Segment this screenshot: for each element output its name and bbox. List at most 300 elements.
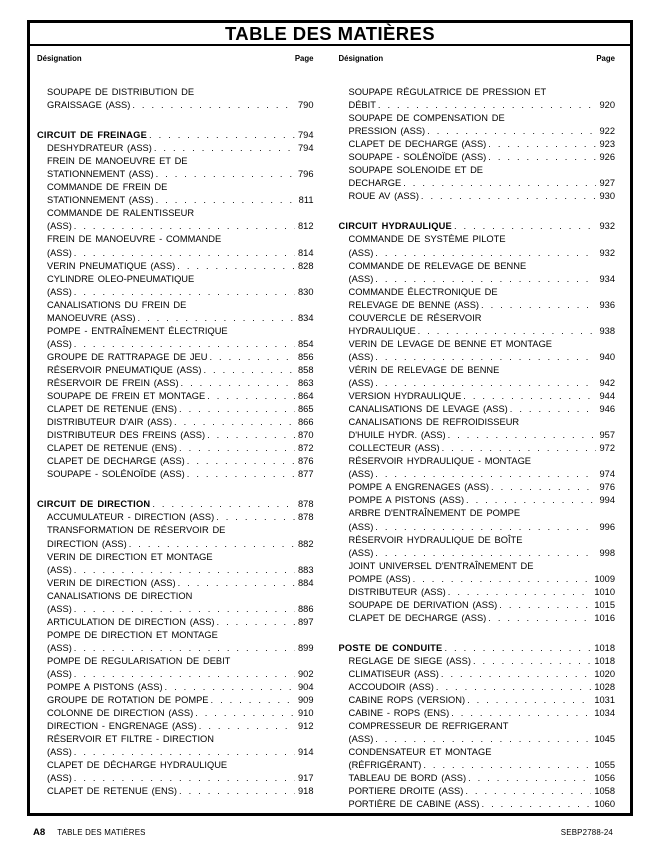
toc-entry-row	[339, 507, 616, 533]
dot-leader	[74, 286, 295, 299]
toc-entry-row	[37, 377, 314, 390]
toc-entry-label: REGLAGE DE SIEGE (ASS)	[348, 655, 471, 666]
dot-leader	[216, 511, 295, 524]
column-header-right	[339, 54, 616, 64]
page-number: 940	[599, 351, 615, 362]
toc-entry-label: CLAPET DE DECHARGE (ASS)	[348, 612, 487, 623]
page-number: 927	[599, 178, 615, 189]
page-number: 942	[599, 377, 615, 388]
toc-entry-row	[339, 746, 616, 772]
dot-leader	[467, 694, 591, 707]
toc-entry-label: DISTRIBUTEUR DES FREINS (ASS)	[47, 430, 206, 441]
dot-leader	[74, 642, 295, 655]
dot-leader	[203, 364, 295, 377]
page-number: 872	[297, 443, 314, 454]
designation-header: Désignation	[338, 54, 384, 63]
toc-entry-label: CLAPET DE RETENUE (ENS)	[47, 786, 177, 797]
toc-entry-row	[339, 481, 616, 494]
page-number: 1034	[594, 708, 615, 719]
page-number: 790	[297, 100, 314, 111]
toc-entry-label: DESHYDRATEUR (ASS)	[47, 143, 152, 154]
page-number: 926	[599, 152, 615, 163]
toc-entry-label: COLONNE DE DIRECTION (ASS)	[47, 708, 194, 719]
page-number: 1010	[594, 586, 615, 597]
page-number: 814	[297, 247, 314, 258]
toc-entry-row	[37, 233, 314, 259]
toc-entry-label: (ASS)	[348, 351, 374, 362]
dot-leader	[375, 351, 596, 364]
dot-leader	[74, 668, 295, 681]
page-number: 1058	[594, 786, 615, 797]
page-number: 1018	[594, 642, 615, 653]
toc-entry-row	[37, 455, 314, 468]
toc-entry-line: SOUPAPE DE DISTRIBUTION DE	[47, 87, 195, 97]
dot-leader	[427, 125, 596, 138]
toc-entry-row	[37, 403, 314, 416]
toc-entry-label: (ASS)	[47, 642, 72, 653]
page-number: 994	[599, 495, 615, 506]
toc-entry-line: COMMANDE ÉLECTRONIQUE DE	[348, 286, 498, 297]
toc-entry-line: POMPE DE DIRECTION ET MONTAGE	[47, 629, 218, 640]
toc-entry-label: VERSION HYDRAULIQUE	[348, 391, 462, 402]
toc-entry-row	[339, 112, 616, 138]
toc-entry-label: CLAPET DE RETENUE (ENS)	[47, 443, 177, 454]
designation-header: Désignation	[37, 54, 82, 63]
toc-entry-row	[339, 390, 616, 403]
toc-entry-label: (ASS)	[348, 521, 374, 532]
toc-entry-label: CIRCUIT HYDRAULIQUE	[338, 221, 452, 232]
dot-leader	[74, 746, 295, 759]
page-number: 1020	[594, 668, 615, 679]
dot-leader	[187, 468, 295, 481]
toc-entry-row	[37, 442, 314, 455]
toc-frame	[27, 20, 633, 816]
toc-entry-label: (ASS)	[348, 247, 374, 258]
toc-group	[339, 220, 616, 624]
page-number: 854	[297, 338, 314, 349]
toc-entry-label: (ASS)	[47, 747, 72, 758]
toc-entry-label: (ASS)	[47, 221, 72, 232]
page-number: 944	[599, 391, 615, 402]
toc-entry-line: CONDENSATEUR ET MONTAGE	[348, 747, 492, 758]
toc-entry-row	[339, 560, 616, 586]
toc-entry-label: (ASS)	[47, 773, 72, 784]
toc-entry-row	[37, 733, 314, 759]
dot-leader	[454, 220, 597, 233]
dot-leader	[436, 681, 591, 694]
title-bar	[30, 23, 630, 46]
dot-leader	[448, 429, 597, 442]
page-header: Page	[596, 54, 615, 63]
page-number: 918	[297, 786, 314, 797]
toc-entry-row	[37, 390, 314, 403]
toc-entry-row	[339, 798, 616, 811]
page-number: 946	[599, 404, 615, 415]
toc-entry-row	[339, 138, 616, 151]
page-number: 884	[297, 577, 314, 588]
dot-leader	[156, 168, 295, 181]
page-number: 865	[297, 404, 314, 415]
dot-leader	[375, 547, 596, 560]
toc-entry-label: GRAISSAGE (ASS)	[47, 100, 131, 111]
page-number: 883	[297, 564, 314, 575]
toc-entry-row	[339, 260, 616, 286]
page-number: 864	[297, 391, 314, 402]
dot-leader	[165, 681, 295, 694]
toc-entry-label: CLAPET DE DECHARGE (ASS)	[348, 139, 487, 150]
toc-entry-row	[37, 364, 314, 377]
toc-entry-line: CANALISATIONS DU FREIN DE	[47, 299, 187, 310]
toc-entry-line: VÉRIN DE RELEVAGE DE BENNE	[348, 364, 500, 375]
page-number: 902	[297, 668, 314, 679]
page-number: 794	[297, 143, 314, 154]
page-number: 863	[297, 377, 314, 388]
toc-entry-row	[339, 416, 616, 442]
toc-entry-label: VERIN PNEUMATIQUE (ASS)	[47, 260, 176, 271]
toc-entry-row	[339, 720, 616, 746]
dot-leader	[74, 603, 295, 616]
toc-entry-row	[37, 260, 314, 273]
toc-columns	[30, 46, 630, 811]
dot-leader	[181, 377, 295, 390]
toc-entry-label: PORTIERE DROITE (ASS)	[348, 786, 464, 797]
dot-leader	[466, 494, 596, 507]
page-number: 876	[297, 456, 314, 467]
toc-entry-label: RELEVAGE DE BENNE (ASS)	[348, 299, 480, 310]
page-number: 909	[297, 695, 314, 706]
dot-leader	[152, 498, 295, 511]
toc-entry-row	[37, 551, 314, 577]
page-number: 998	[599, 547, 615, 558]
toc-entry-label: (ASS)	[47, 603, 72, 614]
page-number: 1031	[594, 695, 615, 706]
toc-entry-row	[37, 273, 314, 299]
toc-entry-label: (ASS)	[47, 668, 72, 679]
toc-entry-row	[37, 207, 314, 233]
toc-entry-row	[339, 190, 616, 203]
toc-entry-label: (ASS)	[348, 273, 374, 284]
page-footer	[33, 827, 613, 838]
toc-entry-label: SOUPAPE DE DERIVATION (ASS)	[348, 599, 498, 610]
toc-entry-line: COMMANDE DE FREIN DE	[47, 182, 168, 193]
toc-entry-line: VERIN DE DIRECTION ET MONTAGE	[47, 551, 213, 562]
toc-entry-label: STATIONNEMENT (ASS)	[47, 195, 154, 206]
dot-leader	[441, 668, 591, 681]
toc-entry-row	[37, 299, 314, 325]
toc-section-row	[339, 642, 616, 655]
toc-entry-label: CANALISATIONS DE LEVAGE (ASS)	[348, 404, 508, 415]
toc-entry-row	[339, 455, 616, 481]
footer-doc-code: SEBP2788-24	[560, 828, 613, 837]
page-number: 957	[599, 430, 615, 441]
toc-entry-label: (ASS)	[47, 338, 72, 349]
toc-entry-line: COMPRESSEUR DE REFRIGERANT	[348, 721, 509, 732]
toc-entry-label: GROUPE DE ROTATION DE POMPE	[47, 695, 209, 706]
dot-leader	[74, 338, 295, 351]
toc-entry-label: POSTE DE CONDUITE	[338, 642, 443, 653]
toc-entry-line: POMPE DE REGULARISATION DE DEBIT	[47, 655, 231, 666]
toc-entry-label: CIRCUIT DE FREINAGE	[37, 130, 148, 141]
dot-leader	[74, 564, 295, 577]
dot-leader	[463, 390, 596, 403]
page-number: 1016	[594, 612, 615, 623]
dot-leader	[465, 785, 591, 798]
toc-groups-right	[339, 86, 616, 811]
dot-leader	[375, 733, 591, 746]
dot-leader	[403, 177, 596, 190]
dot-leader	[375, 521, 596, 534]
dot-leader	[154, 142, 295, 155]
dot-leader	[488, 151, 596, 164]
toc-entry-line: SOUPAPE RÉGULATRICE DE PRESSION ET	[348, 87, 547, 97]
page-number: 858	[297, 364, 314, 375]
toc-entry-row	[37, 629, 314, 655]
dot-leader	[375, 247, 596, 260]
dot-leader	[178, 577, 295, 590]
page-number: 974	[599, 469, 615, 480]
toc-entry-label: COLLECTEUR (ASS)	[348, 443, 440, 454]
toc-entry-row	[339, 694, 616, 707]
page-number: 866	[297, 417, 314, 428]
dot-leader	[423, 759, 591, 772]
dot-leader	[207, 390, 295, 403]
toc-entry-label: CLIMATISEUR (ASS)	[348, 668, 439, 679]
toc-entry-label: DISTRIBUTEUR D'AIR (ASS)	[47, 417, 173, 428]
toc-entry-row	[37, 655, 314, 681]
page-number: 812	[297, 221, 314, 232]
page-number: 1009	[594, 573, 615, 584]
page-number: 934	[599, 273, 615, 284]
page-number: 910	[297, 708, 314, 719]
page-title: TABLE DES MATIÈRES	[224, 22, 436, 44]
page-number: 870	[297, 430, 314, 441]
toc-entry-line: RÉSERVOIR ET FILTRE - DIRECTION	[47, 734, 215, 745]
page-number: 796	[297, 169, 314, 180]
toc-entry-row	[37, 720, 314, 733]
toc-entry-row	[339, 586, 616, 599]
dot-leader	[195, 707, 295, 720]
page-number: 856	[297, 351, 314, 362]
dot-leader	[488, 612, 591, 625]
dot-leader	[174, 416, 295, 429]
toc-entry-label: SOUPAPE DE FREIN ET MONTAGE	[47, 391, 206, 402]
toc-entry-row	[37, 694, 314, 707]
toc-group	[37, 86, 314, 112]
toc-entry-row	[37, 142, 314, 155]
toc-entry-row	[339, 772, 616, 785]
toc-entry-label: (ASS)	[47, 564, 72, 575]
toc-entry-label: ACCUMULATEUR - DIRECTION (ASS)	[47, 512, 215, 523]
dot-leader	[179, 785, 295, 798]
toc-entry-row	[37, 325, 314, 351]
toc-entry-line: CLAPET DE DÉCHARGE HYDRAULIQUE	[47, 760, 228, 771]
toc-entry-row	[339, 338, 616, 364]
page-number: 1060	[594, 799, 615, 810]
toc-entry-row	[339, 151, 616, 164]
toc-entry-label: (ASS)	[348, 377, 374, 388]
toc-entry-row	[339, 403, 616, 416]
toc-entry-line: FREIN DE MANOEUVRE - COMMANDE	[47, 234, 222, 245]
page-number: 811	[298, 195, 314, 206]
page-number: 922	[599, 126, 615, 137]
page-number: 938	[599, 325, 615, 336]
toc-entry-label: (ASS)	[47, 286, 72, 297]
toc-entry-line: COUVERCLE DE RÉSERVOIR	[348, 312, 482, 323]
toc-entry-label: PRESSION (ASS)	[348, 126, 426, 137]
dot-leader	[211, 694, 295, 707]
toc-entry-row	[339, 707, 616, 720]
dot-leader	[413, 573, 592, 586]
toc-entry-label: VERIN DE DIRECTION (ASS)	[47, 577, 176, 588]
toc-entry-label: CLAPET DE RETENUE (ENS)	[47, 404, 177, 415]
toc-entry-line: RÉSERVOIR HYDRAULIQUE DE BOÎTE	[348, 534, 523, 545]
toc-entry-line: SOUPAPE DE COMPENSATION DE	[348, 113, 505, 124]
toc-entry-row	[339, 612, 616, 625]
dot-leader	[217, 616, 295, 629]
toc-entry-line: ARBRE D'ENTRAÎNEMENT DE POMPE	[348, 508, 521, 519]
page-number: 794	[297, 130, 314, 141]
toc-entry-row	[37, 429, 314, 442]
toc-entry-row	[37, 86, 314, 112]
toc-entry-label: (ASS)	[348, 547, 374, 558]
toc-entry-label: CIRCUIT DE DIRECTION	[37, 499, 151, 510]
dot-leader	[149, 129, 295, 142]
toc-entry-row	[339, 86, 616, 112]
toc-entry-label: POMPE A ENGRENAGES (ASS)	[348, 482, 490, 493]
dot-leader	[378, 99, 597, 112]
page-number: 1015	[594, 599, 615, 610]
toc-entry-line: JOINT UNIVERSEL D'ENTRAÎNEMENT DE	[348, 560, 534, 571]
toc-entry-row	[339, 681, 616, 694]
toc-entry-label: POMPE A PISTONS (ASS)	[348, 495, 465, 506]
page-number: 932	[599, 247, 615, 258]
page-number: 899	[297, 642, 314, 653]
page-number: 920	[599, 100, 615, 111]
toc-group	[37, 129, 314, 481]
toc-entry-label: RÉSERVOIR PNEUMATIQUE (ASS)	[47, 364, 202, 375]
footer-page-code: A8	[33, 827, 46, 838]
dot-leader	[179, 442, 295, 455]
dot-leader	[187, 455, 295, 468]
toc-entry-label: POMPE (ASS)	[348, 573, 411, 584]
toc-entry-line: CYLINDRE OLEO-PNEUMATIQUE	[47, 273, 195, 284]
page-header: Page	[294, 54, 314, 63]
dot-leader	[138, 312, 295, 325]
dot-leader	[510, 403, 597, 416]
toc-entry-label: RÉSERVOIR DE FREIN (ASS)	[47, 377, 179, 388]
dot-leader	[482, 798, 592, 811]
page-number: 877	[297, 469, 314, 480]
toc-entry-row	[339, 164, 616, 190]
dot-leader	[375, 377, 596, 390]
page-number: 996	[599, 521, 615, 532]
toc-section-row	[37, 498, 314, 511]
dot-leader	[488, 138, 596, 151]
dot-leader	[199, 720, 295, 733]
toc-entry-line: RÉSERVOIR HYDRAULIQUE - MONTAGE	[348, 456, 532, 467]
dot-leader	[74, 220, 295, 233]
toc-entry-label: ACCOUDOIR (ASS)	[348, 682, 434, 693]
dot-leader	[74, 772, 295, 785]
toc-groups-left	[37, 86, 314, 798]
toc-entry-row	[339, 442, 616, 455]
toc-entry-row	[339, 233, 616, 259]
toc-entry-row	[339, 312, 616, 338]
dot-leader	[375, 273, 596, 286]
toc-entry-label: DIRECTION - ENGRENAGE (ASS)	[47, 721, 197, 732]
page-number: 878	[297, 499, 314, 510]
toc-entry-row	[37, 351, 314, 364]
toc-entry-row	[339, 655, 616, 668]
page-number: 1045	[594, 734, 615, 745]
toc-entry-label: SOUPAPE - SOLÉNOÏDE (ASS)	[348, 152, 487, 163]
toc-entry-row	[339, 668, 616, 681]
page-number: 834	[297, 312, 314, 323]
toc-entry-label: CABINE - ROPS (ENS)	[348, 708, 450, 719]
toc-entry-label: GROUPE DE RATTRAPAGE DE JEU	[47, 351, 208, 362]
toc-entry-row	[37, 590, 314, 616]
toc-entry-label: SOUPAPE - SOLÉNOÏDE (ASS)	[47, 469, 185, 480]
dot-leader	[209, 351, 295, 364]
toc-entry-row	[37, 707, 314, 720]
page-number: 1028	[594, 682, 615, 693]
toc-entry-label: DISTRIBUTEUR (ASS)	[348, 586, 446, 597]
toc-entry-line: CANALISATIONS DE DIRECTION	[47, 590, 193, 601]
toc-group	[37, 498, 314, 798]
toc-entry-label: POMPE A PISTONS (ASS)	[47, 682, 163, 693]
dot-leader	[473, 655, 591, 668]
page-number: 917	[297, 773, 314, 784]
page-number: 936	[599, 299, 615, 310]
toc-entry-row	[37, 511, 314, 524]
toc-entry-label: DECHARGE	[348, 178, 402, 189]
page-number: 972	[599, 443, 615, 454]
dot-leader	[451, 707, 591, 720]
page-number: 976	[599, 482, 615, 493]
toc-group	[339, 86, 616, 203]
toc-entry-label: ARTICULATION DE DIRECTION (ASS)	[47, 616, 215, 627]
page-number: 912	[297, 721, 314, 732]
dot-leader	[418, 325, 597, 338]
toc-entry-label: HYDRAULIQUE	[348, 325, 416, 336]
toc-entry-row	[37, 524, 314, 550]
toc-entry-row	[339, 534, 616, 560]
page-number: 923	[599, 139, 615, 150]
page-number: 828	[297, 260, 314, 271]
toc-entry-line: VERIN DE LEVAGE DE BENNE ET MONTAGE	[348, 338, 553, 349]
dot-leader	[499, 599, 591, 612]
dot-leader	[491, 481, 596, 494]
toc-entry-row	[37, 416, 314, 429]
dot-leader	[179, 403, 295, 416]
dot-leader	[207, 429, 295, 442]
toc-entry-row	[339, 364, 616, 390]
toc-entry-label: CABINE ROPS (VERSION)	[348, 695, 466, 706]
toc-section-row	[37, 129, 314, 142]
toc-entry-label: TABLEAU DE BORD (ASS)	[348, 773, 467, 784]
toc-entry-label: (ASS)	[47, 247, 72, 258]
dot-leader	[129, 538, 295, 551]
page-number: 932	[599, 221, 615, 232]
toc-entry-row	[339, 599, 616, 612]
toc-entry-row	[37, 785, 314, 798]
toc-entry-line: CANALISATIONS DE REFROIDISSEUR	[348, 417, 520, 428]
toc-entry-line: COMMANDE DE RALENTISSEUR	[47, 208, 195, 219]
toc-entry-row	[37, 468, 314, 481]
page-number: 1018	[594, 655, 615, 666]
page-number: 1055	[594, 760, 615, 771]
dot-leader	[132, 99, 295, 112]
